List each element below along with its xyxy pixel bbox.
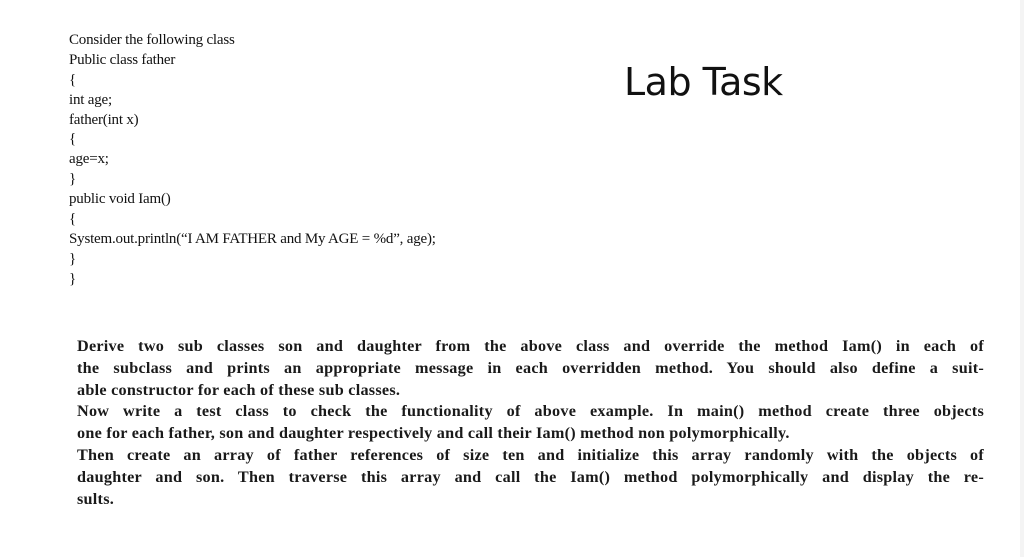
code-line: { bbox=[69, 131, 76, 148]
task-line: Then create an array of father references of size ten and initialize this array randomly with the objects of bbox=[77, 445, 984, 464]
task-description bbox=[77, 336, 984, 510]
code-line: Public class father bbox=[69, 51, 176, 68]
code-line: int age; bbox=[69, 91, 112, 108]
task-line: daughter and son. Then traverse this array and call the Iam() method polymorphically and display the re- bbox=[77, 467, 984, 486]
code-snippet bbox=[69, 31, 436, 290]
code-line: { bbox=[69, 71, 76, 88]
code-line: } bbox=[69, 270, 76, 287]
page-edge bbox=[1020, 0, 1024, 557]
code-line: { bbox=[69, 211, 76, 228]
code-line: } bbox=[69, 250, 76, 267]
task-line: Now write a test class to check the functionality of above example. In main() method create three objects bbox=[77, 402, 984, 421]
task-line: Derive two sub classes son and daughter from the above class and override the method Iam() in each of bbox=[77, 337, 984, 355]
task-line: able constructor for each of these sub classes. bbox=[77, 380, 401, 399]
code-line: public void Iam() bbox=[69, 191, 171, 208]
task-line: the subclass and prints an appropriate message in each overridden method. You should also define a suit- bbox=[77, 358, 984, 377]
code-line: Consider the following class bbox=[69, 32, 235, 48]
task-line: one for each father, son and daughter respectively and call their Iam() method non polymorphically. bbox=[77, 424, 790, 443]
code-line: age=x; bbox=[69, 151, 109, 168]
code-line: System.out.println(“I AM FATHER and My AGE = %d”, age); bbox=[69, 230, 436, 247]
lab-task-title: Lab Task bbox=[624, 60, 783, 104]
task-line: sults. bbox=[77, 489, 115, 508]
code-line: father(int x) bbox=[69, 111, 139, 128]
code-line: } bbox=[69, 171, 76, 188]
